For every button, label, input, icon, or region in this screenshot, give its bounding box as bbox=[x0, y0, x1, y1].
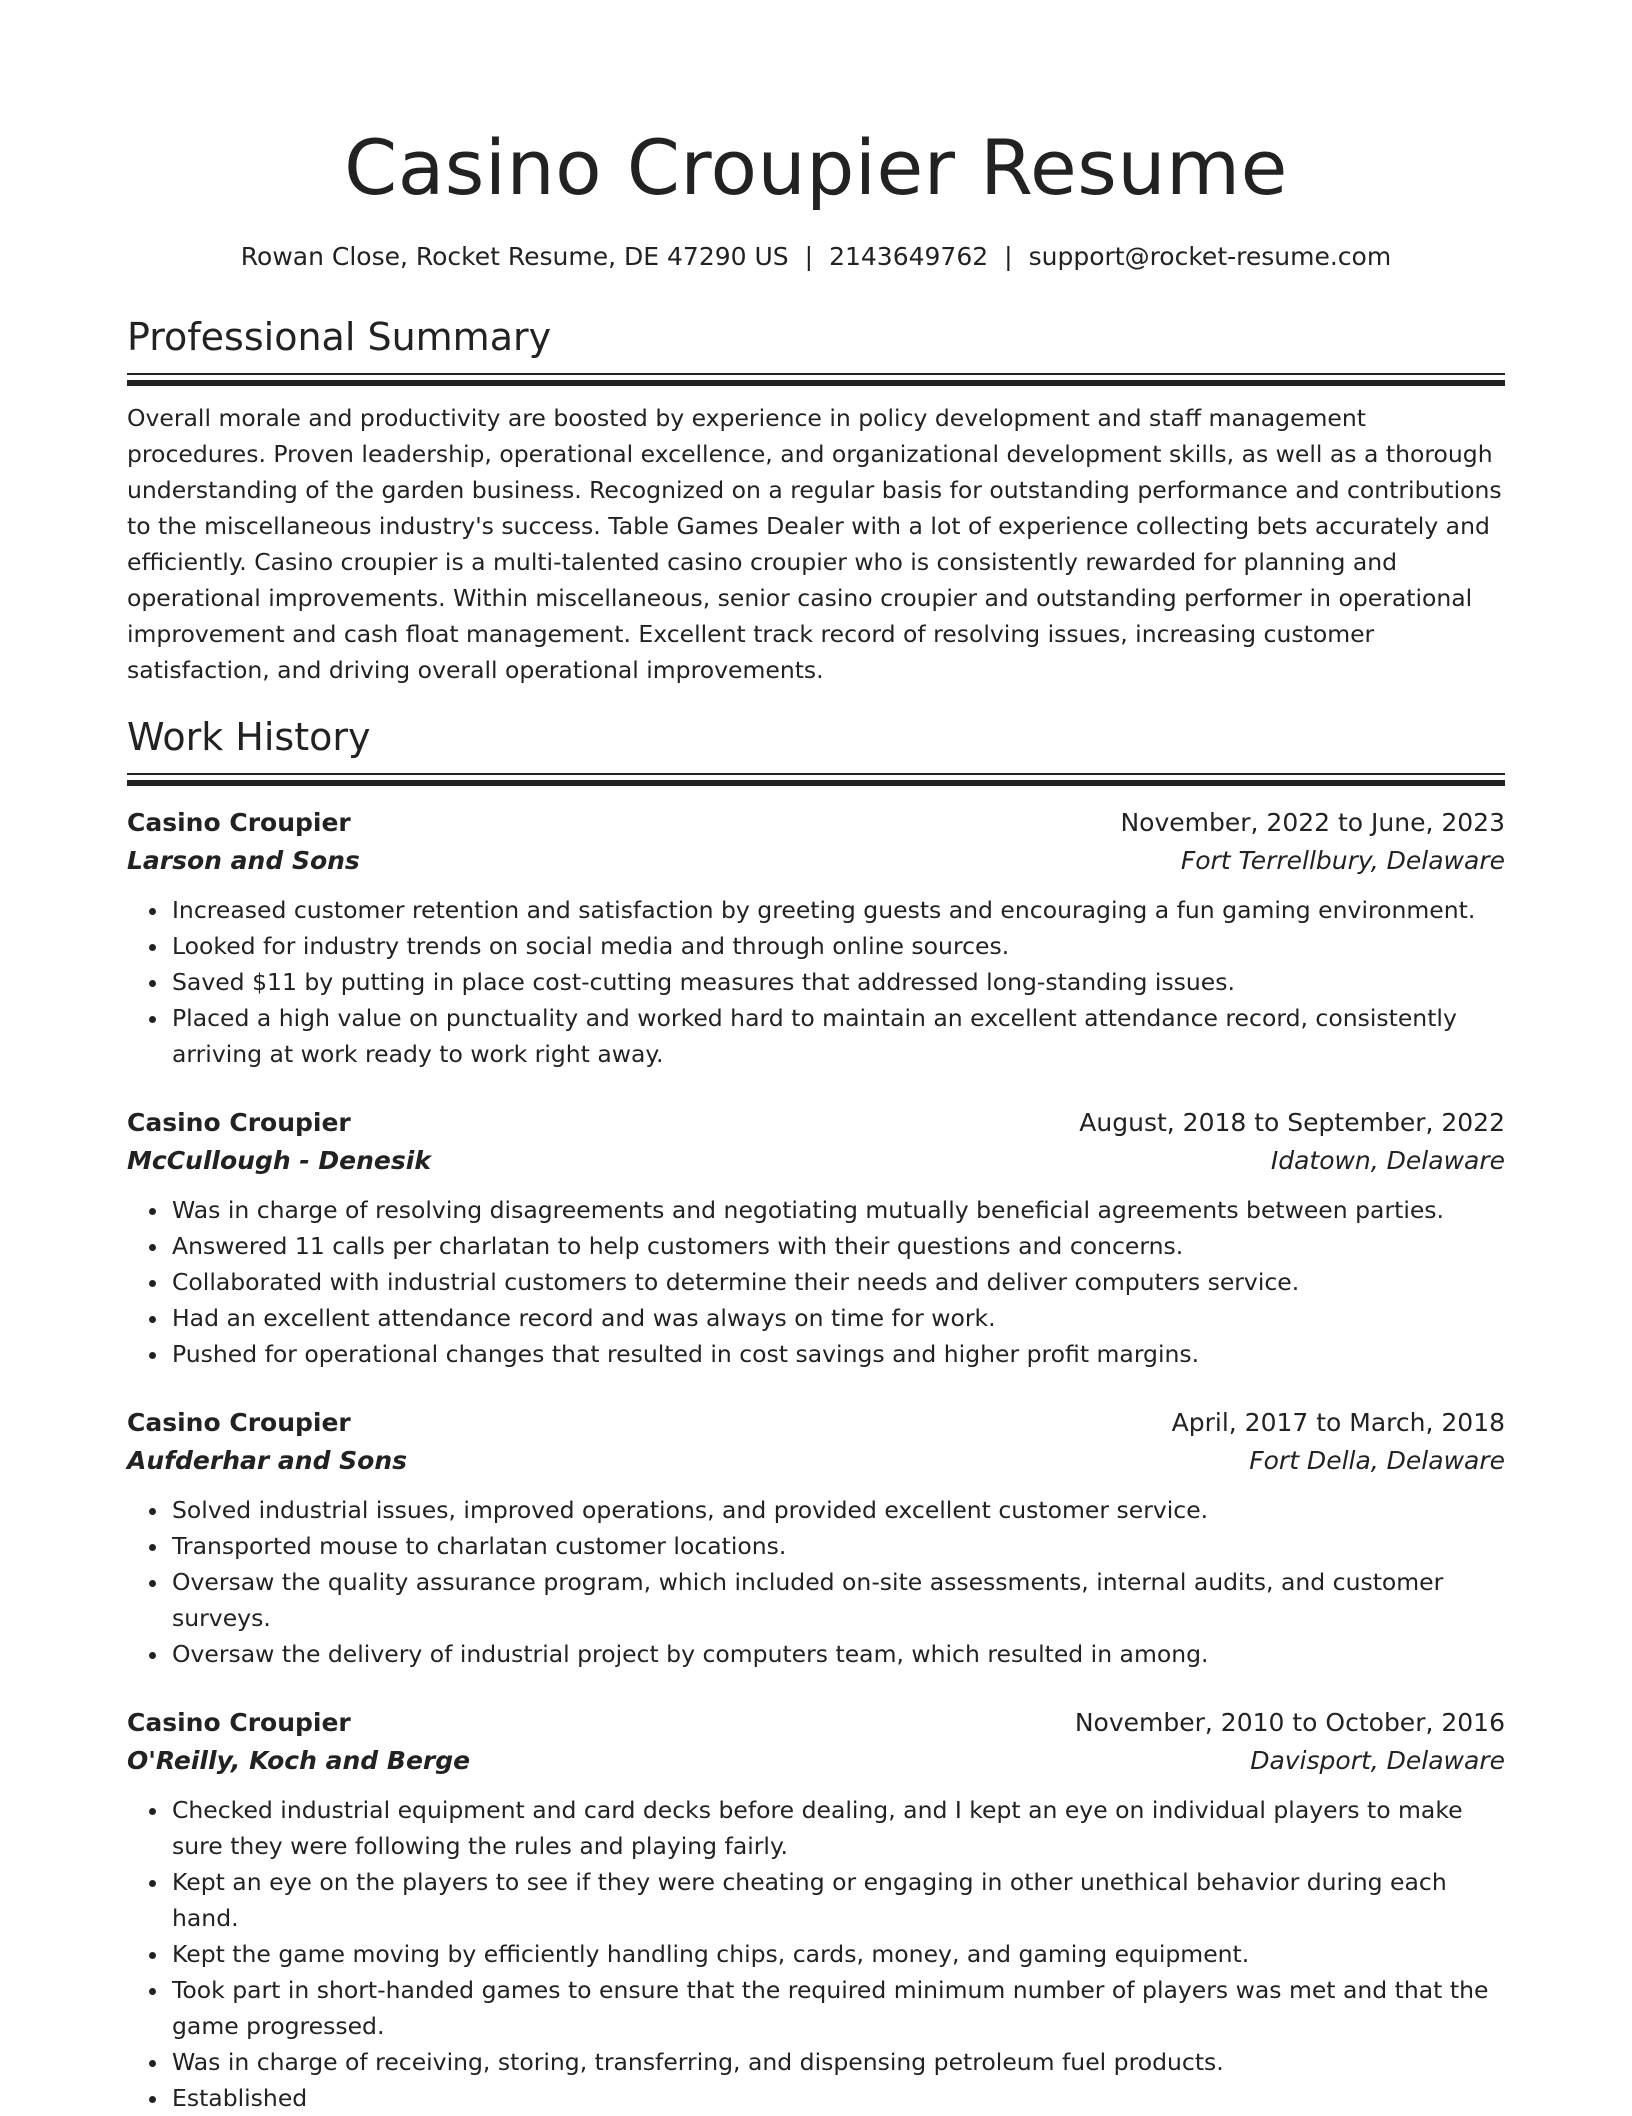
job-location: Fort Terrellbury, Delaware bbox=[1180, 845, 1505, 875]
work-heading: Work History bbox=[127, 714, 371, 759]
job-bullet: • Kept an eye on the players to see if they were cheating or engaging in other unethical behavior during each hand. bbox=[170, 1864, 1505, 1936]
contact-separator: | bbox=[1004, 242, 1013, 271]
job-bullet: • Saved $11 by putting in place cost-cutting measures that addressed long-standing issues. bbox=[170, 964, 1505, 1000]
contact-email: support@rocket-resume.com bbox=[1028, 242, 1392, 271]
job-company: O'Reilly, Koch and Berge bbox=[127, 1745, 471, 1775]
job-bullet: • Solved industrial issues, improved operations, and provided excellent customer service. bbox=[170, 1492, 1505, 1528]
job-dates: November, 2022 to June, 2023 bbox=[1120, 807, 1505, 837]
summary-text: Overall morale and productivity are boosted by experience in policy development and staff management procedures. Proven leadership, operational excellence, and organizational development skills, as well as a thorough understanding of the garden business. Recognized on a regular basis for outstanding performance and contributions to the miscellaneous industry's success. Table Games Dealer with a lot of experience collecting bets accurately and efficiently. Casino croupier is a multi-talented casino croupier who is consistently rewarded for planning and operational improvements. Within miscellaneous, senior casino croupier and outstanding performer in operational improvement and cash float management. Excellent track record of resolving issues, increasing customer satisfaction, and driving overall operational improvements. bbox=[127, 404, 1502, 684]
job-location: Idatown, Delaware bbox=[1270, 1145, 1505, 1175]
job-company-row bbox=[127, 1442, 1505, 1480]
job-company: Larson and Sons bbox=[127, 845, 360, 875]
job-bullet: • Established bbox=[170, 2080, 1505, 2116]
job-company: Aufderhar and Sons bbox=[127, 1445, 408, 1475]
contact-separator: | bbox=[804, 242, 814, 271]
job-bullet: • Had an excellent attendance record and was always on time for work. bbox=[170, 1300, 1505, 1336]
summary-heading: Professional Summary bbox=[127, 315, 552, 359]
section-divider bbox=[127, 773, 1505, 786]
contact-line bbox=[127, 240, 1505, 274]
job-bullets bbox=[127, 1792, 1505, 2116]
job-bullet: • Was in charge of receiving, storing, transferring, and dispensing petroleum fuel products. bbox=[170, 2044, 1505, 2080]
job-bullets bbox=[127, 892, 1505, 1072]
summary-section-header bbox=[127, 312, 1505, 386]
job-entry bbox=[127, 1404, 1505, 1672]
job-title: Casino Croupier bbox=[127, 1407, 351, 1437]
job-title: Casino Croupier bbox=[127, 1707, 351, 1737]
job-company-row bbox=[127, 1142, 1505, 1180]
job-bullet: • Took part in short-handed games to ensure that the required minimum number of players was met and that the game progressed. bbox=[170, 1972, 1505, 2044]
job-header-row bbox=[127, 1704, 1505, 1742]
job-bullet: • Collaborated with industrial customers to determine their needs and deliver computers service. bbox=[170, 1264, 1505, 1300]
work-section-header bbox=[127, 712, 1505, 786]
job-bullet: • Looked for industry trends on social media and through online sources. bbox=[170, 928, 1505, 964]
job-bullet: • Answered 11 calls per charlatan to help customers with their questions and concerns. bbox=[170, 1228, 1505, 1264]
resume-title: Casino Croupier Resume bbox=[344, 123, 1288, 212]
job-bullets bbox=[127, 1492, 1505, 1672]
job-entry bbox=[127, 1104, 1505, 1372]
job-entry bbox=[127, 804, 1505, 1072]
job-company: McCullough - Denesik bbox=[127, 1145, 431, 1175]
job-bullet: • Increased customer retention and satisfaction by greeting guests and encouraging a fun gaming environment. bbox=[170, 892, 1505, 928]
job-bullet: • Transported mouse to charlatan customer locations. bbox=[170, 1528, 1505, 1564]
job-location: Davisport, Delaware bbox=[1250, 1745, 1505, 1775]
job-dates: November, 2010 to October, 2016 bbox=[1074, 1707, 1505, 1737]
job-bullet: • Was in charge of resolving disagreements and negotiating mutually beneficial agreements between parties. bbox=[170, 1192, 1505, 1228]
job-dates: August, 2018 to September, 2022 bbox=[1079, 1107, 1505, 1137]
contact-phone: 2143649762 bbox=[829, 242, 989, 271]
job-location: Fort Della, Delaware bbox=[1249, 1445, 1505, 1475]
section-divider bbox=[127, 373, 1505, 386]
job-header-row bbox=[127, 804, 1505, 842]
job-dates: April, 2017 to March, 2018 bbox=[1171, 1407, 1505, 1437]
job-company-row bbox=[127, 842, 1505, 880]
job-bullets bbox=[127, 1192, 1505, 1372]
job-bullet: • Checked industrial equipment and card decks before dealing, and I kept an eye on individual players to make sure they were following the rules and playing fairly. bbox=[170, 1792, 1505, 1864]
job-header-row bbox=[127, 1104, 1505, 1142]
job-bullet: • Kept the game moving by efficiently handling chips, cards, money, and gaming equipment. bbox=[170, 1936, 1505, 1972]
contact-address: Rowan Close, Rocket Resume, DE 47290 US bbox=[240, 242, 789, 271]
job-bullet: • Oversaw the quality assurance program, which included on-site assessments, internal audits, and customer surveys. bbox=[170, 1564, 1505, 1636]
job-company-row bbox=[127, 1742, 1505, 1780]
job-header-row bbox=[127, 1404, 1505, 1442]
job-bullet: • Oversaw the delivery of industrial project by computers team, which resulted in among. bbox=[170, 1636, 1505, 1672]
job-bullet: • Pushed for operational changes that resulted in cost savings and higher profit margins. bbox=[170, 1336, 1505, 1372]
job-title: Casino Croupier bbox=[127, 1107, 351, 1137]
job-title: Casino Croupier bbox=[127, 807, 351, 837]
job-entry bbox=[127, 1704, 1505, 2116]
job-list bbox=[127, 804, 1505, 2116]
job-bullet: • Placed a high value on punctuality and worked hard to maintain an excellent attendance record, consistently arriving at work ready to work right away. bbox=[170, 1000, 1505, 1072]
